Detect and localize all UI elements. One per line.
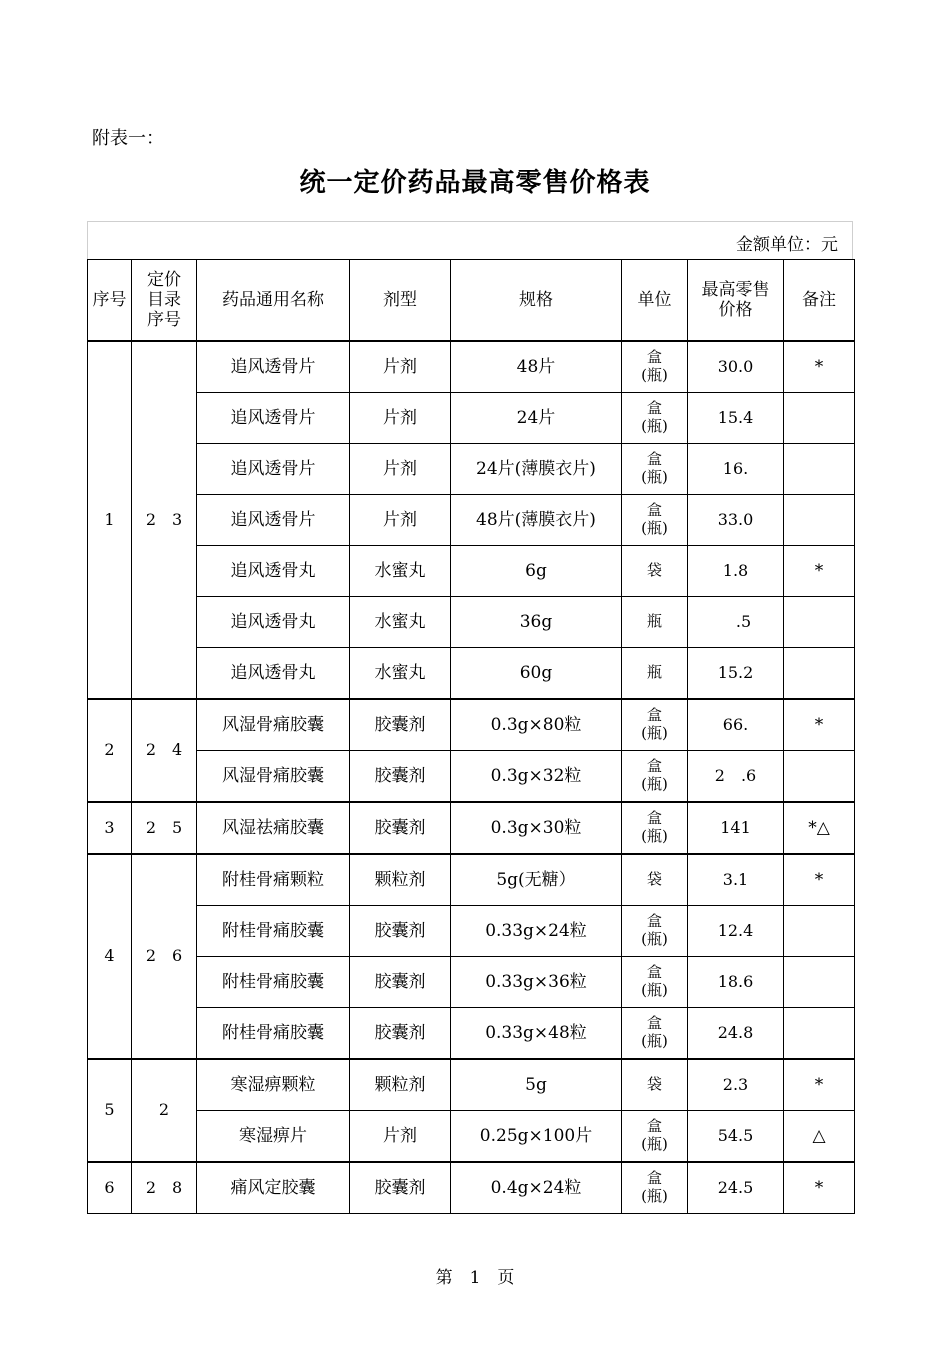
cell-form: 水蜜丸 <box>350 546 451 597</box>
cell-form: 胶囊剂 <box>350 1008 451 1060</box>
cell-spec: 0.3g×80粒 <box>451 699 622 751</box>
table-row <box>88 597 855 648</box>
cell-price: 12.4 <box>688 906 784 957</box>
cell-price: 66. <box>688 699 784 751</box>
table-row <box>88 1162 855 1214</box>
table-row <box>88 751 855 803</box>
cell-unit: 盒 (瓶) <box>622 751 688 803</box>
header-form: 剂型 <box>350 260 451 342</box>
cell-name: 附桂骨痛胶囊 <box>197 906 350 957</box>
cell-price: 24.8 <box>688 1008 784 1060</box>
header-row <box>88 260 855 342</box>
cell-name: 追风透骨丸 <box>197 648 350 700</box>
unit-note: 金额单位：元 <box>736 235 838 255</box>
header-name: 药品通用名称 <box>197 260 350 342</box>
cell-form: 胶囊剂 <box>350 802 451 854</box>
unit-note-box <box>87 221 853 259</box>
header-catalog-no: 定价 目录 序号 <box>132 260 197 342</box>
table-row <box>88 546 855 597</box>
table-row <box>88 648 855 700</box>
cell-remark <box>784 957 855 1008</box>
cell-name: 附桂骨痛颗粒 <box>197 854 350 906</box>
cell-unit: 盒 (瓶) <box>622 444 688 495</box>
cell-catalog-no: 2 <box>132 1059 197 1162</box>
cell-form: 片剂 <box>350 495 451 546</box>
cell-name: 附桂骨痛胶囊 <box>197 957 350 1008</box>
cell-seq: 4 <box>88 854 132 1059</box>
cell-price: 2 .6 <box>688 751 784 803</box>
table-row <box>88 444 855 495</box>
cell-form: 颗粒剂 <box>350 1059 451 1111</box>
cell-unit: 盒 (瓶) <box>622 1008 688 1060</box>
cell-form: 颗粒剂 <box>350 854 451 906</box>
cell-unit: 盒 (瓶) <box>622 957 688 1008</box>
table-row <box>88 699 855 751</box>
cell-price: 141 <box>688 802 784 854</box>
cell-remark <box>784 1008 855 1060</box>
cell-remark: *△ <box>784 802 855 854</box>
cell-name: 追风透骨片 <box>197 393 350 444</box>
cell-price: 15.4 <box>688 393 784 444</box>
cell-form: 胶囊剂 <box>350 957 451 1008</box>
cell-catalog-no: 2 3 <box>132 341 197 699</box>
header-spec: 规格 <box>451 260 622 342</box>
table-row <box>88 802 855 854</box>
cell-price: 30.0 <box>688 341 784 393</box>
cell-remark <box>784 444 855 495</box>
cell-price: 3.1 <box>688 854 784 906</box>
cell-name: 追风透骨丸 <box>197 597 350 648</box>
cell-remark: * <box>784 1059 855 1111</box>
cell-spec: 0.4g×24粒 <box>451 1162 622 1214</box>
cell-name: 风湿骨痛胶囊 <box>197 751 350 803</box>
table-row <box>88 1008 855 1060</box>
header-unit: 单位 <box>622 260 688 342</box>
cell-name: 追风透骨片 <box>197 341 350 393</box>
cell-remark <box>784 495 855 546</box>
cell-name: 痛风定胶囊 <box>197 1162 350 1214</box>
cell-name: 追风透骨片 <box>197 444 350 495</box>
table-row <box>88 1059 855 1111</box>
cell-price: .5 <box>688 597 784 648</box>
cell-spec: 0.33g×24粒 <box>451 906 622 957</box>
cell-remark: △ <box>784 1111 855 1163</box>
cell-catalog-no: 2 5 <box>132 802 197 854</box>
cell-form: 水蜜丸 <box>350 648 451 700</box>
cell-form: 水蜜丸 <box>350 597 451 648</box>
annex-label: 附表一： <box>92 128 164 149</box>
page-footer: 第 1 页 <box>435 1268 515 1288</box>
cell-remark: * <box>784 699 855 751</box>
table-row <box>88 1111 855 1163</box>
header-remark: 备注 <box>784 260 855 342</box>
cell-form: 片剂 <box>350 1111 451 1163</box>
cell-seq: 1 <box>88 341 132 699</box>
cell-spec: 5g <box>451 1059 622 1111</box>
cell-unit: 盒 (瓶) <box>622 802 688 854</box>
cell-form: 胶囊剂 <box>350 751 451 803</box>
table-row <box>88 906 855 957</box>
cell-spec: 36g <box>451 597 622 648</box>
cell-form: 片剂 <box>350 341 451 393</box>
cell-name: 寒湿痹片 <box>197 1111 350 1163</box>
cell-spec: 0.33g×48粒 <box>451 1008 622 1060</box>
cell-price: 24.5 <box>688 1162 784 1214</box>
cell-unit: 袋 <box>622 546 688 597</box>
cell-name: 寒湿痹颗粒 <box>197 1059 350 1111</box>
cell-form: 片剂 <box>350 444 451 495</box>
cell-spec: 48片 <box>451 341 622 393</box>
cell-remark <box>784 906 855 957</box>
header-price: 最高零售 价格 <box>688 260 784 342</box>
cell-spec: 5g(无糖） <box>451 854 622 906</box>
table-row <box>88 393 855 444</box>
cell-price: 33.0 <box>688 495 784 546</box>
cell-unit: 盒 (瓶) <box>622 495 688 546</box>
cell-spec: 24片(薄膜衣片) <box>451 444 622 495</box>
cell-seq: 5 <box>88 1059 132 1162</box>
cell-price: 1.8 <box>688 546 784 597</box>
cell-form: 胶囊剂 <box>350 906 451 957</box>
cell-name: 追风透骨丸 <box>197 546 350 597</box>
cell-spec: 6g <box>451 546 622 597</box>
cell-seq: 2 <box>88 699 132 802</box>
cell-catalog-no: 2 4 <box>132 699 197 802</box>
cell-price: 2.3 <box>688 1059 784 1111</box>
cell-spec: 0.25g×100片 <box>451 1111 622 1163</box>
cell-catalog-no: 2 8 <box>132 1162 197 1214</box>
cell-unit: 袋 <box>622 1059 688 1111</box>
cell-unit: 瓶 <box>622 648 688 700</box>
table-row <box>88 341 855 393</box>
cell-unit: 盒 (瓶) <box>622 393 688 444</box>
cell-name: 风湿骨痛胶囊 <box>197 699 350 751</box>
cell-remark <box>784 751 855 803</box>
cell-remark <box>784 597 855 648</box>
cell-spec: 0.33g×36粒 <box>451 957 622 1008</box>
table-row <box>88 957 855 1008</box>
cell-remark: * <box>784 341 855 393</box>
cell-seq: 6 <box>88 1162 132 1214</box>
cell-price: 16. <box>688 444 784 495</box>
cell-spec: 24片 <box>451 393 622 444</box>
cell-unit: 盒 (瓶) <box>622 341 688 393</box>
cell-spec: 0.3g×32粒 <box>451 751 622 803</box>
cell-form: 片剂 <box>350 393 451 444</box>
table-row <box>88 495 855 546</box>
cell-remark: * <box>784 1162 855 1214</box>
cell-spec: 0.3g×30粒 <box>451 802 622 854</box>
cell-name: 追风透骨片 <box>197 495 350 546</box>
cell-form: 胶囊剂 <box>350 699 451 751</box>
cell-price: 18.6 <box>688 957 784 1008</box>
header-seq: 序号 <box>88 260 132 342</box>
cell-unit: 盒 (瓶) <box>622 1162 688 1214</box>
cell-remark <box>784 648 855 700</box>
cell-unit: 盒 (瓶) <box>622 1111 688 1163</box>
cell-unit: 瓶 <box>622 597 688 648</box>
cell-spec: 48片(薄膜衣片) <box>451 495 622 546</box>
page-title: 统一定价药品最高零售价格表 <box>299 168 651 198</box>
cell-form: 胶囊剂 <box>350 1162 451 1214</box>
cell-name: 附桂骨痛胶囊 <box>197 1008 350 1060</box>
cell-seq: 3 <box>88 802 132 854</box>
table-row <box>88 854 855 906</box>
cell-remark <box>784 393 855 444</box>
cell-unit: 袋 <box>622 854 688 906</box>
cell-price: 15.2 <box>688 648 784 700</box>
price-table <box>87 259 855 1214</box>
cell-remark: * <box>784 546 855 597</box>
cell-price: 54.5 <box>688 1111 784 1163</box>
cell-spec: 60g <box>451 648 622 700</box>
cell-catalog-no: 2 6 <box>132 854 197 1059</box>
cell-unit: 盒 (瓶) <box>622 699 688 751</box>
cell-name: 风湿祛痛胶囊 <box>197 802 350 854</box>
cell-unit: 盒 (瓶) <box>622 906 688 957</box>
cell-remark: * <box>784 854 855 906</box>
